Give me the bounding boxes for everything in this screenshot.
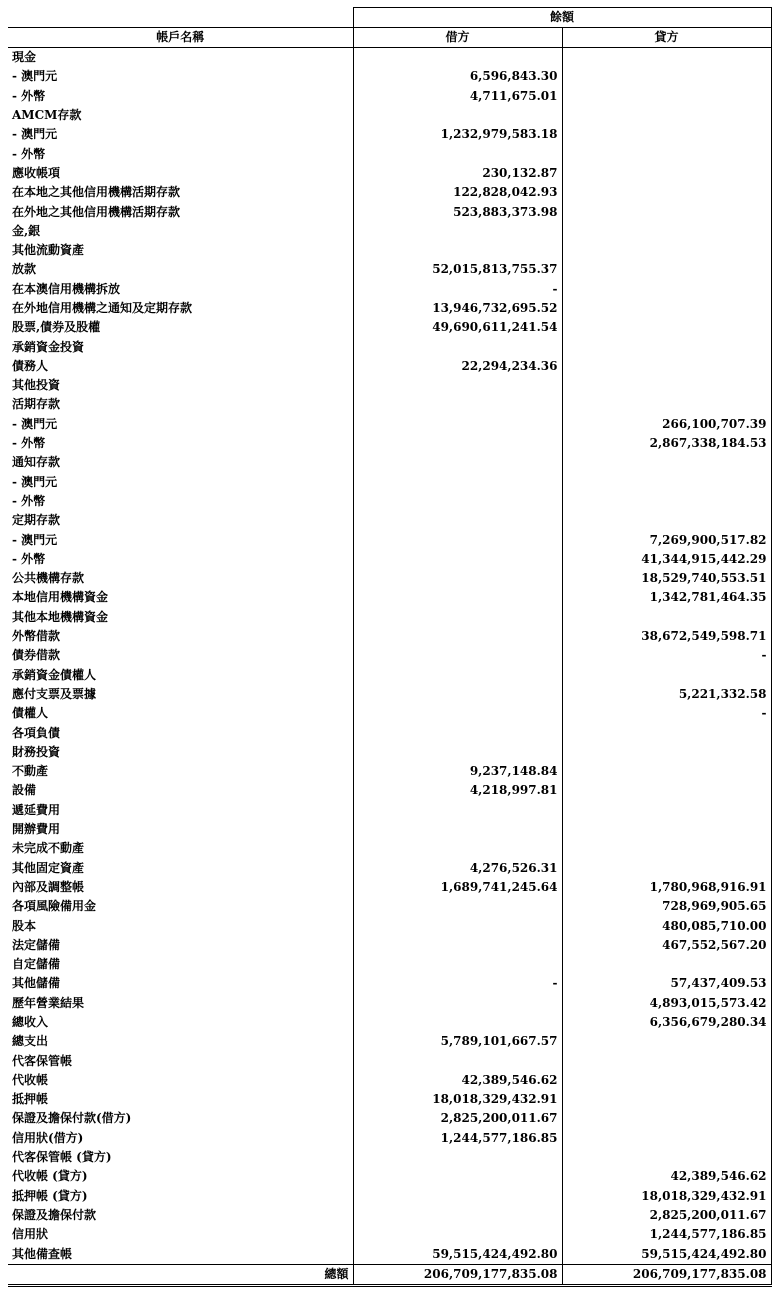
- debit-cell: [353, 241, 562, 260]
- credit-cell: 38,672,549,598.71: [562, 627, 771, 646]
- table-row: [8, 337, 771, 356]
- credit-cell: 41,344,915,442.29: [562, 550, 771, 569]
- credit-cell: 42,389,546.62: [562, 1167, 771, 1186]
- debit-cell: [353, 222, 562, 241]
- credit-cell: [562, 125, 771, 144]
- debit-cell: [353, 666, 562, 685]
- account-name-cell: 定期存款: [12, 513, 61, 528]
- account-name-cell: - 澳門元: [12, 127, 58, 142]
- debit-cell: 49,690,611,241.54: [353, 318, 562, 337]
- credit-cell: [562, 839, 771, 858]
- account-name-cell: 總收入: [12, 1014, 49, 1029]
- account-name-cell: 保證及擔保付款: [12, 1207, 97, 1222]
- account-name-cell: 外幣借款: [12, 629, 61, 644]
- debit-cell: [353, 395, 562, 414]
- account-name-cell: 其他備查帳: [12, 1246, 73, 1261]
- table-row: [8, 936, 771, 955]
- account-name-cell: - 澳門元: [12, 69, 58, 84]
- account-name-cell: - 澳門元: [12, 532, 58, 547]
- debit-cell: [353, 106, 562, 125]
- credit-cell: 728,969,905.65: [562, 897, 771, 916]
- table-row: [8, 646, 771, 665]
- debit-cell: [353, 627, 562, 646]
- credit-cell: [562, 337, 771, 356]
- account-name-cell: 股票,債券及股權: [12, 320, 101, 335]
- debit-cell: [353, 608, 562, 627]
- debit-cell: 2,825,200,011.67: [353, 1109, 562, 1128]
- debit-cell: [353, 473, 562, 492]
- credit-cell: [562, 820, 771, 839]
- table-row: [8, 627, 771, 646]
- account-name-cell: 各項風險備用金: [12, 899, 97, 914]
- table-row: [8, 685, 771, 704]
- account-name-cell: 在本地之其他信用機構活期存款: [12, 185, 181, 200]
- table-row: [8, 878, 771, 897]
- credit-cell: [562, 299, 771, 318]
- account-name-cell: 歷年營業結果: [12, 995, 85, 1010]
- account-name-cell: 現金: [12, 50, 37, 65]
- table-row: [8, 415, 771, 434]
- credit-cell: [562, 511, 771, 530]
- debit-cell: 18,018,329,432.91: [353, 1090, 562, 1109]
- credit-cell: [562, 280, 771, 299]
- table-row: [8, 1032, 771, 1051]
- debit-cell: [353, 723, 562, 742]
- table-row: [8, 608, 771, 627]
- header-balance: 餘額: [353, 8, 771, 28]
- table-row: [8, 1071, 771, 1090]
- debit-cell: [353, 415, 562, 434]
- table-row: [8, 781, 771, 800]
- credit-cell: [562, 357, 771, 376]
- account-name-cell: 其他固定資產: [12, 860, 85, 875]
- account-name-cell: 信用狀(借方): [12, 1130, 84, 1145]
- header-row-balance: [8, 8, 771, 28]
- credit-cell: [562, 67, 771, 86]
- account-name-cell: 應收帳項: [12, 165, 61, 180]
- table-row: [8, 955, 771, 974]
- table-row: [8, 318, 771, 337]
- table-row: [8, 994, 771, 1013]
- credit-cell: [562, 318, 771, 337]
- account-name-cell: 財務投資: [12, 744, 61, 759]
- table-row: [8, 202, 771, 221]
- table-row: [8, 48, 771, 68]
- total-label: 總額: [8, 1264, 353, 1285]
- table-row: [8, 974, 771, 993]
- table-row: [8, 897, 771, 916]
- debit-cell: [353, 704, 562, 723]
- table-row: [8, 1129, 771, 1148]
- table-row: [8, 704, 771, 723]
- debit-cell: [353, 1051, 562, 1070]
- account-name-cell: 代客保管帳 (貸方): [12, 1150, 112, 1165]
- table-row: [8, 125, 771, 144]
- table-row: [8, 183, 771, 202]
- debit-cell: 230,132.87: [353, 164, 562, 183]
- debit-cell: [353, 144, 562, 163]
- credit-cell: [562, 144, 771, 163]
- credit-cell: 7,269,900,517.82: [562, 530, 771, 549]
- account-name-cell: 公共機構存款: [12, 571, 85, 586]
- credit-cell: [562, 473, 771, 492]
- debit-cell: 1,232,979,583.18: [353, 125, 562, 144]
- account-name-cell: - 澳門元: [12, 416, 58, 431]
- debit-cell: [353, 569, 562, 588]
- account-name-cell: 法定儲備: [12, 937, 61, 952]
- debit-cell: [353, 1167, 562, 1186]
- header-blank: [8, 8, 353, 28]
- credit-cell: [562, 723, 771, 742]
- table-row: [8, 376, 771, 395]
- table-row: [8, 87, 771, 106]
- account-name-cell: 活期存款: [12, 397, 61, 412]
- account-name-cell: 債權人: [12, 706, 49, 721]
- header-account-name: 帳戶名稱: [8, 28, 353, 48]
- credit-cell: [562, 260, 771, 279]
- table-row: [8, 1013, 771, 1032]
- credit-cell: [562, 492, 771, 511]
- account-name-cell: 通知存款: [12, 455, 61, 470]
- debit-cell: [353, 1013, 562, 1032]
- credit-cell: [562, 453, 771, 472]
- total-row: [8, 1264, 771, 1285]
- credit-cell: [562, 183, 771, 202]
- debit-cell: [353, 685, 562, 704]
- account-name-cell: 應付支票及票據: [12, 686, 97, 701]
- account-name-cell: 內部及調整帳: [12, 879, 85, 894]
- account-name-cell: 放款: [12, 262, 37, 277]
- total-debit: 206,709,177,835.08: [353, 1264, 562, 1285]
- credit-cell: 18,018,329,432.91: [562, 1187, 771, 1206]
- debit-cell: [353, 955, 562, 974]
- credit-cell: 2,825,200,011.67: [562, 1206, 771, 1225]
- account-name-cell: 其他流動資產: [12, 243, 85, 258]
- table-row: [8, 1148, 771, 1167]
- account-name-cell: 金,銀: [12, 223, 41, 238]
- debit-cell: 4,276,526.31: [353, 858, 562, 877]
- debit-cell: [353, 936, 562, 955]
- credit-cell: -: [562, 704, 771, 723]
- trial-balance-table: [8, 7, 772, 1287]
- account-name-cell: 其他投資: [12, 378, 61, 393]
- table-row: [8, 1051, 771, 1070]
- table-row: [8, 801, 771, 820]
- account-name-cell: 其他儲備: [12, 976, 61, 991]
- credit-cell: [562, 1032, 771, 1051]
- account-name-cell: 總支出: [12, 1034, 49, 1049]
- debit-cell: [353, 453, 562, 472]
- account-name-cell: 不動產: [12, 764, 49, 779]
- credit-cell: -: [562, 646, 771, 665]
- account-name-cell: 股本: [12, 918, 37, 933]
- account-name-cell: 在外地之其他信用機構活期存款: [12, 204, 181, 219]
- debit-cell: [353, 492, 562, 511]
- table-row: [8, 260, 771, 279]
- account-name-cell: 遞延費用: [12, 802, 61, 817]
- table-row: [8, 67, 771, 86]
- header-credit: 貸方: [562, 28, 771, 48]
- table-row: [8, 530, 771, 549]
- credit-cell: [562, 241, 771, 260]
- table-row: [8, 280, 771, 299]
- debit-cell: 13,946,732,695.52: [353, 299, 562, 318]
- table-row: [8, 1187, 771, 1206]
- credit-cell: 2,867,338,184.53: [562, 434, 771, 453]
- table-row: [8, 144, 771, 163]
- debit-cell: [353, 511, 562, 530]
- account-name-cell: 承銷資金投資: [12, 339, 85, 354]
- account-name-cell: - 外幣: [12, 88, 46, 103]
- credit-cell: 480,085,710.00: [562, 916, 771, 935]
- debit-cell: [353, 820, 562, 839]
- table-row: [8, 357, 771, 376]
- table-row: [8, 916, 771, 935]
- debit-cell: [353, 588, 562, 607]
- table-row: [8, 395, 771, 414]
- debit-cell: [353, 839, 562, 858]
- credit-cell: [562, 666, 771, 685]
- credit-cell: 1,780,968,916.91: [562, 878, 771, 897]
- debit-cell: [353, 916, 562, 935]
- credit-cell: [562, 801, 771, 820]
- account-name-cell: 在本澳信用機構拆放: [12, 281, 121, 296]
- credit-cell: [562, 87, 771, 106]
- table-row: [8, 762, 771, 781]
- account-name-cell: 各項負債: [12, 725, 61, 740]
- account-name-cell: 其他本地機構資金: [12, 609, 109, 624]
- table-row: [8, 453, 771, 472]
- account-name-cell: 本地信用機構資金: [12, 590, 109, 605]
- credit-cell: 1,342,781,464.35: [562, 588, 771, 607]
- account-name-cell: 信用狀: [12, 1227, 49, 1242]
- debit-cell: 52,015,813,755.37: [353, 260, 562, 279]
- debit-cell: [353, 646, 562, 665]
- table-body: [8, 48, 771, 1265]
- debit-cell: 523,883,373.98: [353, 202, 562, 221]
- credit-cell: [562, 164, 771, 183]
- debit-cell: -: [353, 280, 562, 299]
- table-row: [8, 743, 771, 762]
- debit-cell: -: [353, 974, 562, 993]
- credit-cell: 4,893,015,573.42: [562, 994, 771, 1013]
- trial-balance-sheet: [8, 7, 771, 1287]
- table-row: [8, 839, 771, 858]
- header-debit: 借方: [353, 28, 562, 48]
- debit-cell: [353, 897, 562, 916]
- credit-cell: [562, 1109, 771, 1128]
- credit-cell: 467,552,567.20: [562, 936, 771, 955]
- table-row: [8, 299, 771, 318]
- debit-cell: [353, 994, 562, 1013]
- credit-cell: 57,437,409.53: [562, 974, 771, 993]
- credit-cell: [562, 395, 771, 414]
- account-name-cell: - 外幣: [12, 493, 46, 508]
- table-row: [8, 723, 771, 742]
- debit-cell: [353, 550, 562, 569]
- debit-cell: 1,244,577,186.85: [353, 1129, 562, 1148]
- account-name-cell: 債務人: [12, 358, 49, 373]
- credit-cell: [562, 608, 771, 627]
- debit-cell: [353, 376, 562, 395]
- credit-cell: [562, 106, 771, 125]
- table-row: [8, 222, 771, 241]
- account-name-cell: - 外幣: [12, 436, 46, 451]
- debit-cell: 1,689,741,245.64: [353, 878, 562, 897]
- table-row: [8, 511, 771, 530]
- account-name-cell: 保證及擔保付款(借方): [12, 1111, 132, 1126]
- table-row: [8, 1109, 771, 1128]
- account-name-cell: - 澳門元: [12, 474, 58, 489]
- debit-cell: 122,828,042.93: [353, 183, 562, 202]
- table-row: [8, 106, 771, 125]
- table-row: [8, 588, 771, 607]
- credit-cell: 59,515,424,492.80: [562, 1244, 771, 1264]
- debit-cell: [353, 434, 562, 453]
- debit-cell: 6,596,843.30: [353, 67, 562, 86]
- credit-cell: [562, 48, 771, 68]
- table-row: [8, 492, 771, 511]
- credit-cell: [562, 743, 771, 762]
- credit-cell: [562, 762, 771, 781]
- account-name-cell: 抵押帳 (貸方): [12, 1188, 88, 1203]
- table-row: [8, 1090, 771, 1109]
- credit-cell: [562, 858, 771, 877]
- account-name-cell: - 外幣: [12, 146, 46, 161]
- debit-cell: [353, 530, 562, 549]
- debit-cell: [353, 1206, 562, 1225]
- debit-cell: [353, 1225, 562, 1244]
- account-name-cell: 代收帳 (貸方): [12, 1169, 88, 1184]
- credit-cell: 5,221,332.58: [562, 685, 771, 704]
- account-name-cell: 代客保管帳: [12, 1053, 73, 1068]
- table-row: [8, 666, 771, 685]
- account-name-cell: 代收帳: [12, 1072, 49, 1087]
- account-name-cell: - 外幣: [12, 551, 46, 566]
- credit-cell: [562, 202, 771, 221]
- account-name-cell: 自定儲備: [12, 957, 61, 972]
- debit-cell: [353, 48, 562, 68]
- table-row: [8, 1225, 771, 1244]
- header-row-columns: [8, 28, 771, 48]
- credit-cell: [562, 1129, 771, 1148]
- debit-cell: [353, 1187, 562, 1206]
- account-name-cell: 承銷資金債權人: [12, 667, 97, 682]
- debit-cell: [353, 1148, 562, 1167]
- account-name-cell: 債券借款: [12, 648, 61, 663]
- credit-cell: 6,356,679,280.34: [562, 1013, 771, 1032]
- table-row: [8, 164, 771, 183]
- debit-cell: 42,389,546.62: [353, 1071, 562, 1090]
- debit-cell: [353, 337, 562, 356]
- table-row: [8, 1167, 771, 1186]
- debit-cell: 9,237,148.84: [353, 762, 562, 781]
- debit-cell: [353, 743, 562, 762]
- credit-cell: [562, 376, 771, 395]
- credit-cell: [562, 1148, 771, 1167]
- credit-cell: 1,244,577,186.85: [562, 1225, 771, 1244]
- table-row: [8, 1244, 771, 1264]
- debit-cell: 4,218,997.81: [353, 781, 562, 800]
- total-credit: 206,709,177,835.08: [562, 1264, 771, 1285]
- credit-cell: [562, 781, 771, 800]
- credit-cell: 18,529,740,553.51: [562, 569, 771, 588]
- credit-cell: [562, 1090, 771, 1109]
- table-row: [8, 241, 771, 260]
- debit-cell: 59,515,424,492.80: [353, 1244, 562, 1264]
- account-name-cell: 開辦費用: [12, 822, 61, 837]
- debit-cell: 4,711,675.01: [353, 87, 562, 106]
- debit-cell: 22,294,234.36: [353, 357, 562, 376]
- account-name-cell: 設備: [12, 783, 37, 798]
- credit-cell: 266,100,707.39: [562, 415, 771, 434]
- table-row: [8, 569, 771, 588]
- table-row: [8, 820, 771, 839]
- debit-cell: 5,789,101,667.57: [353, 1032, 562, 1051]
- credit-cell: [562, 1051, 771, 1070]
- credit-cell: [562, 955, 771, 974]
- account-name-cell: AMCM存款: [12, 108, 82, 123]
- credit-cell: [562, 1071, 771, 1090]
- debit-cell: [353, 801, 562, 820]
- credit-cell: [562, 222, 771, 241]
- table-row: [8, 1206, 771, 1225]
- account-name-cell: 抵押帳: [12, 1092, 49, 1107]
- account-name-cell: 未完成不動產: [12, 841, 85, 856]
- table-row: [8, 858, 771, 877]
- table-row: [8, 550, 771, 569]
- table-row: [8, 434, 771, 453]
- account-name-cell: 在外地信用機構之通知及定期存款: [12, 301, 193, 315]
- table-row: [8, 473, 771, 492]
